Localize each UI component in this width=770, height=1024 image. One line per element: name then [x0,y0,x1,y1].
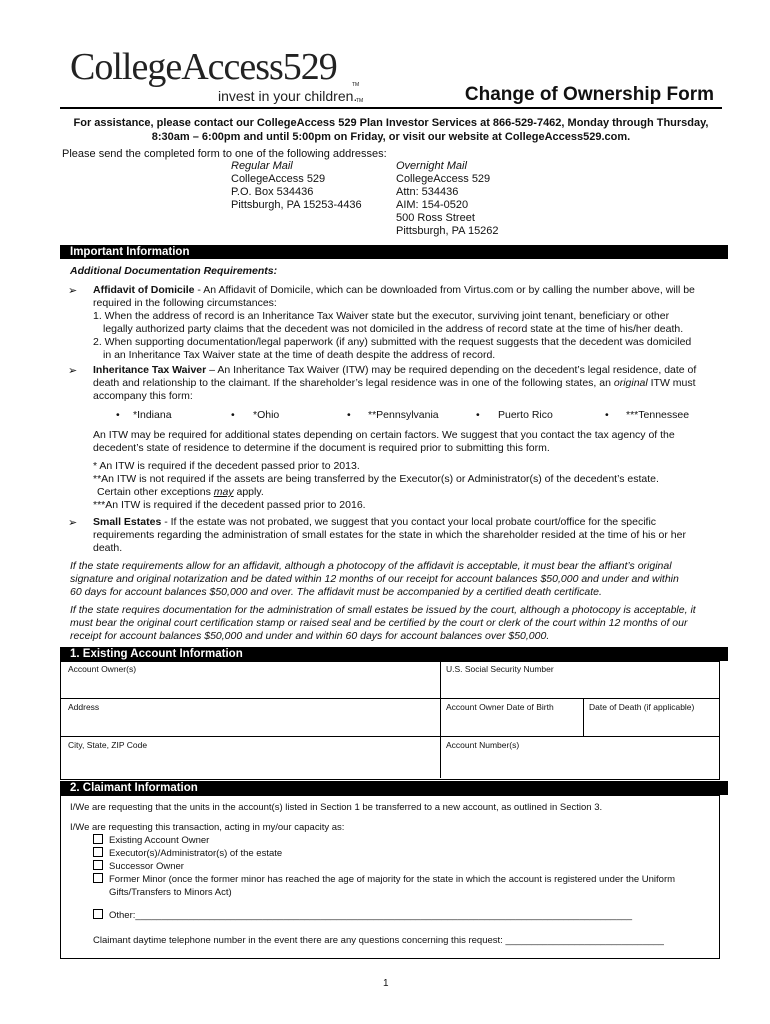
send-instructions: Please send the completed form to one of the following addresses: [62,148,387,160]
itw-footnotes [93,460,718,512]
capacity-option-label: Successor Owner [109,861,184,872]
itw-footnote: ***An ITW is required if the decedent passed prior to 2016. [93,499,366,511]
section1-bar: 1. Existing Account Information [60,647,728,661]
state-bullet-icon: • [347,409,351,421]
overnight-mail-heading: Overnight Mail [396,160,467,172]
page-number: 1 [383,978,389,989]
assistance-notice [60,116,722,144]
claimant-phone [93,935,718,947]
itw-original: original [613,377,648,389]
state-bullet-icon: • [605,409,609,421]
itw-text: ITW must [647,377,696,389]
itw-footnote: apply. [233,486,264,498]
checkbox-icon[interactable] [93,860,103,870]
capacity-option-label: Former Minor (once the former minor has reached the age of majority for the state in which the account is registered under the Uniform [109,874,676,885]
regular-mail-line: P.O. Box 534436 [231,186,314,198]
state-item: ***Tennessee [626,409,690,421]
other-option[interactable] [93,909,718,922]
other-label: Other: [109,910,136,921]
court-italic-note [70,604,720,643]
domicile-item: 1. When the address of record is an Inheritance Tax Waiver state but the executor, surviving joint tenant, beneficiary or other [93,310,670,322]
grid-divider [583,698,584,736]
checkbox-icon[interactable] [93,847,103,857]
capacity-line: I/We are requesting this transaction, acting in my/our capacity as: [70,822,345,833]
arrow-bullet-icon: ➢ [68,517,78,529]
small-estates-text: death. [93,542,123,554]
logo-tagline: invest in your children. [218,88,358,104]
affidavit-italic-note [70,560,720,599]
other-input-line[interactable]: ______________________________________________________________________________________________ [135,910,633,921]
small-estates-text: requirements regarding the administration of small estates for the state in which the shareholder resided at the time of his or her [93,529,686,541]
itw-additional-line: decedent’s state of residence to determine if the document is required prior to submitting this form. [93,442,550,454]
capacity-options [93,834,713,899]
date-of-death-field[interactable]: Date of Death (if applicable) [589,702,695,712]
state-item: *Indiana [133,409,172,421]
itw-paragraph [93,364,718,403]
capacity-option[interactable] [93,860,713,873]
transfer-request-line: I/We are requesting that the units in the account(s) listed in Section 1 be transferred to a new account, as outlined in Section 3. [70,802,603,813]
regular-mail-line: Pittsburgh, PA 15253-4436 [231,199,362,211]
claimant-phone-input[interactable]: ______________________________ [505,935,664,946]
checkbox-icon[interactable] [93,873,103,883]
itw-footnote: Certain other exceptions [97,486,214,498]
italic-line: must bear the original court certification stamp or raised seal and be certified by the court or clerk of the court within 12 months of our [70,617,688,629]
domicile-text: - An Affidavit of Domicile, which can be downloaded from Virtus.com or by calling the number above, will be [194,284,695,296]
owner-dob-field[interactable]: Account Owner Date of Birth [446,702,554,712]
state-bullet-icon: • [116,409,120,421]
grid-divider [440,661,441,778]
domicile-item: legally authorized party claims that the decedent was not domiciled in the address of record state at the time of his/her death. [103,323,684,335]
capacity-option-label: Executor(s)/Administrator(s) of the estate [109,848,283,859]
city-state-zip-field[interactable]: City, State, ZIP Code [68,740,148,750]
small-estates-title: Small Estates [93,516,162,528]
overnight-mail-line: AIM: 154-0520 [396,199,469,211]
itw-text: death and relationship to the claimant. If the shareholder’s legal residence was in one of the following states, an [93,377,614,389]
itw-additional-line: An ITW may be required for additional states depending on certain factors. We suggest that you contact the tax agency of the [93,429,675,441]
logo-tagline-trademark: TM [356,98,364,104]
capacity-option[interactable] [93,834,713,847]
itw-text: accompany this form: [93,390,193,402]
itw-footnote-may: may [213,486,234,498]
logo-wordmark: CollegeAccess529 [70,46,337,88]
state-item: **Pennsylvania [368,409,439,421]
italic-line: 60 days for account balances $50,000 and over. The affidavit must be accompanied by a certified death certificate. [70,586,602,598]
section2-bar: 2. Claimant Information [60,781,728,795]
form-title: Change of Ownership Form [464,84,714,105]
important-info-bar: Important Information [60,245,728,259]
grid-divider [60,698,719,699]
assistance-line-1: For assistance, please contact our CollegeAccess 529 Plan Investor Services at 866-529-7462, Monday through Thursday, [73,117,709,129]
domicile-paragraph [93,284,718,362]
claimant-phone-label: Claimant daytime telephone number in the event there are any questions concerning this request: [93,935,506,946]
capacity-option[interactable] [93,847,713,860]
state-bullet-icon: • [231,409,235,421]
itw-footnote: **An ITW is not required if the assets are being transferred by the Executor(s) or Administrator(s) of the decedent’s estate. [93,473,659,485]
overnight-mail-line: Pittsburgh, PA 15262 [396,225,499,237]
regular-mail-heading: Regular Mail [231,160,293,172]
domicile-title: Affidavit of Domicile [93,284,195,296]
account-owner-field[interactable]: Account Owner(s) [68,664,137,674]
overnight-mail-line: CollegeAccess 529 [396,173,491,185]
regular-mail-line: CollegeAccess 529 [231,173,326,185]
arrow-bullet-icon: ➢ [68,285,78,297]
header-divider [60,107,722,109]
itw-footnote: * An ITW is required if the decedent passed prior to 2013. [93,460,360,472]
itw-text: – An Inheritance Tax Waiver (ITW) may be required depending on the decedent’s legal residence, date of [206,364,697,376]
checkbox-icon[interactable] [93,909,103,919]
domicile-item: 2. When supporting documentation/legal paperwork (if any) submitted with the request suggests that the decedent was domiciled [93,336,692,348]
itw-additional-states [93,429,718,455]
italic-line: signature and original notarization and be dated within 12 months of our receipt for account balances $50,000 and under and within [70,573,679,585]
italic-line: receipt for account balances $50,000 and under and within 60 days for account balances over $50,000. [70,630,550,642]
regular-mail-address [231,160,362,212]
state-bullet-icon: • [476,409,480,421]
additional-docs-heading: Additional Documentation Requirements: [70,265,278,277]
state-item: *Ohio [253,409,280,421]
arrow-bullet-icon: ➢ [68,365,78,377]
overnight-mail-address [396,160,499,238]
small-estates-paragraph [93,516,718,555]
address-field[interactable]: Address [68,702,100,712]
itw-title: Inheritance Tax Waiver [93,364,207,376]
checkbox-icon[interactable] [93,834,103,844]
state-item: Puerto Rico [498,409,553,421]
capacity-option[interactable] [93,873,713,886]
logo-trademark: TM [352,82,360,88]
assistance-line-2: 8:30am – 6:00pm and until 5:00pm on Friday, or visit our website at CollegeAccess529.com. [151,131,631,143]
grid-divider [60,736,719,737]
capacity-option-continued: Gifts/Transfers to Minors Act) [109,887,232,898]
ssn-field[interactable]: U.S. Social Security Number [446,664,554,674]
small-estates-text: - If the estate was not probated, we suggest that you contact your local probate court/office for the specific [161,516,657,528]
domicile-item: in an Inheritance Tax Waiver state at the time of death despite the address of record. [103,349,496,361]
domicile-text: required in the following circumstances: [93,297,277,309]
capacity-option-label: Existing Account Owner [109,835,210,846]
italic-line: If the state requires documentation for the administration of small estates be issued by the court, although a photocopy is acceptable, it [70,604,696,616]
italic-line: If the state requirements allow for an affidavit, although a photocopy of the affidavit is acceptable, it must bear the affiant’s original [70,560,672,572]
account-number-field[interactable]: Account Number(s) [446,740,520,750]
section1-grid [60,661,720,780]
overnight-mail-line: 500 Ross Street [396,212,475,224]
overnight-mail-line: Attn: 534436 [396,186,459,198]
